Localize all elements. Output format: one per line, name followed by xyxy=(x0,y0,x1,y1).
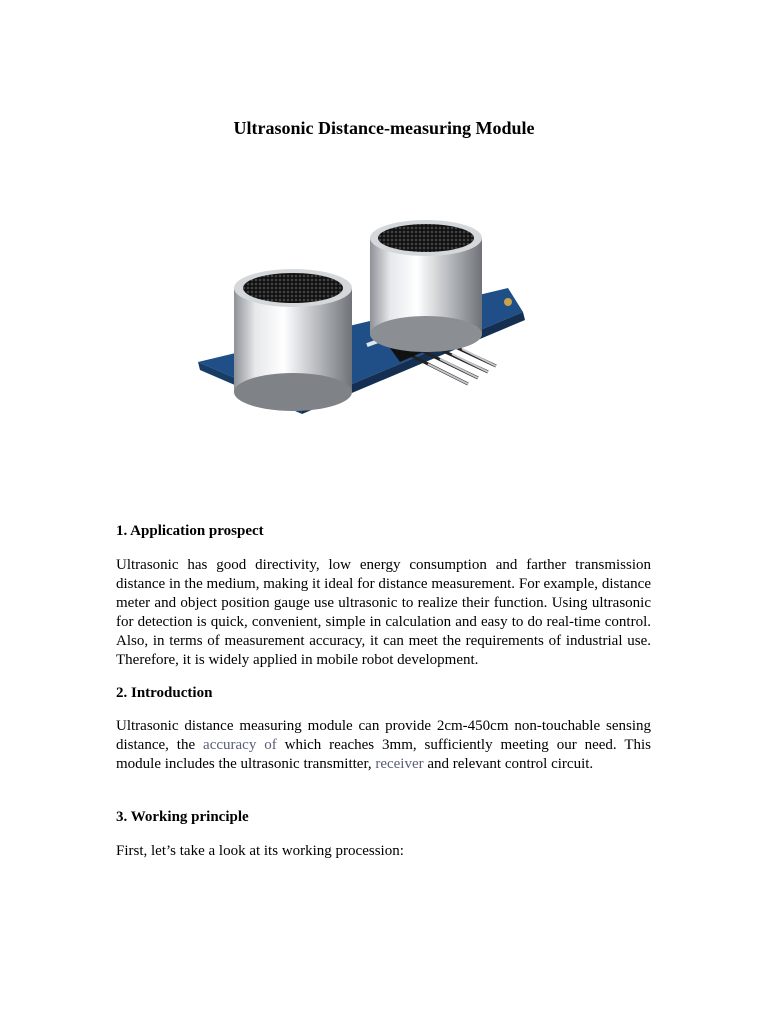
section-paragraph-application-prospect: Ultrasonic has good directivity, low energy consumption and farther transmission distance in the medium, making it ideal for distance measurement. For example, distance meter and object position gauge use ultrasonic to realize their function. Using ultrasonic for detection is quick, convenient, simple in calculation and easy to do real-time control. Also, in terms of measurement accuracy, it can meet the requirements of industrial use. Therefore, it is widely applied in mobile robot development. xyxy=(116,557,651,668)
ultrasonic-sensor-image xyxy=(178,170,536,478)
section-paragraph-introduction xyxy=(116,717,651,774)
section-heading-introduction: 2. Introduction xyxy=(116,685,213,701)
receiver-link[interactable]: receiver xyxy=(375,756,424,772)
document-title: Ultrasonic Distance-measuring Module xyxy=(233,118,535,138)
section-paragraph-working-principle: First, let’s take a look at its working procession: xyxy=(116,843,404,859)
intro-text-2: which reaches 3mm, sufficiently meeting our need. This module includes the ultrasonic transmitter, xyxy=(116,737,651,772)
accuracy-link[interactable]: accuracy of xyxy=(203,737,277,753)
intro-text-3: and relevant control circuit. xyxy=(423,756,594,772)
intro-text-1: Ultrasonic distance measuring module can provide 2cm-450cm non-touchable sensing distance, the xyxy=(116,718,651,753)
section-heading-working-principle: 3. Working principle xyxy=(116,809,249,825)
section-heading-application-prospect: 1. Application prospect xyxy=(116,523,264,539)
